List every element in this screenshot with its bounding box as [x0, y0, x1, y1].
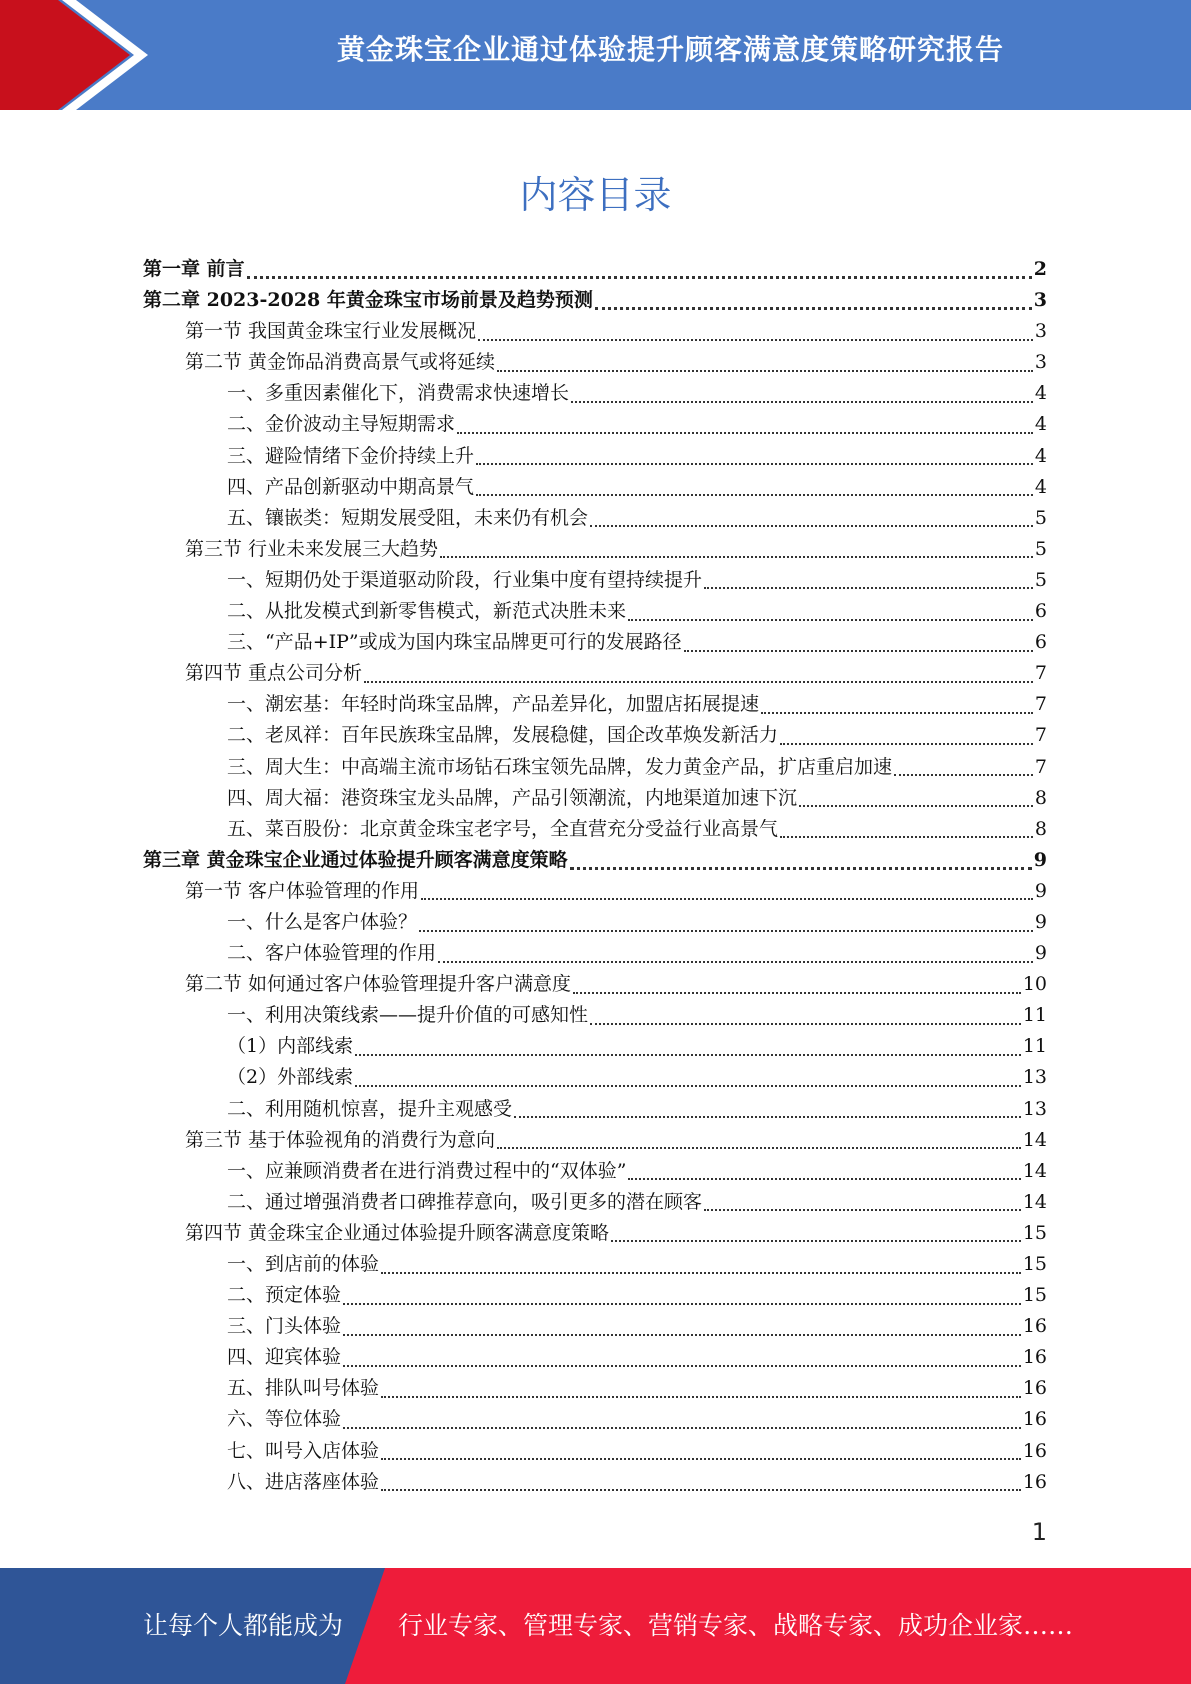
toc-entry[interactable] — [143, 720, 1047, 751]
toc-entry-text: 八、进店落座体验 — [227, 1470, 380, 1493]
toc-entry-text: （1）内部线索 — [227, 1035, 354, 1058]
toc-entry-page: 11 — [1022, 1035, 1047, 1058]
toc-entry[interactable] — [143, 1436, 1047, 1467]
toc-dot-leader — [704, 1209, 1021, 1211]
toc-entry-text: 二、从批发模式到新零售模式，新范式决胜未来 — [227, 600, 627, 623]
toc-dot-leader — [364, 681, 1033, 683]
toc-entry-text: 二、通过增强消费者口碑推荐意向，吸引更多的潜在顾客 — [227, 1190, 703, 1213]
toc-entry[interactable] — [143, 378, 1047, 409]
toc-entry[interactable] — [143, 472, 1047, 503]
toc-entry-page: 15 — [1022, 1221, 1047, 1244]
toc-dot-leader — [247, 276, 1032, 279]
toc-dot-leader — [438, 961, 1033, 963]
toc-entry-text: 七、叫号入店体验 — [227, 1439, 380, 1462]
toc-entry-text: 三、“产品+IP”或成为国内珠宝品牌更可行的发展路径 — [227, 631, 682, 654]
toc-dot-leader — [381, 1458, 1021, 1460]
toc-dot-leader — [355, 1054, 1021, 1056]
toc-entry[interactable] — [143, 1062, 1047, 1093]
toc-entry-page: 10 — [1022, 973, 1047, 996]
toc-entry-text: 一、什么是客户体验？ — [227, 910, 418, 933]
toc-entry-page: 6 — [1034, 631, 1047, 654]
toc-entry-text: 第二章 2023-2028 年黄金珠宝市场前景及趋势预测 — [143, 289, 593, 312]
toc-entry-page: 16 — [1022, 1470, 1047, 1493]
toc-entry[interactable] — [143, 534, 1047, 565]
toc-entry[interactable] — [143, 1094, 1047, 1125]
toc-entry[interactable] — [143, 254, 1047, 285]
toc-dot-leader — [419, 930, 1033, 932]
toc-entry-page: 15 — [1022, 1253, 1047, 1275]
toc-entry-text: 五、菜百股份：北京黄金珠宝老字号，全直营充分受益行业高景气 — [227, 817, 779, 840]
toc-dot-leader — [894, 774, 1033, 776]
toc-entry-page: 7 — [1034, 724, 1047, 747]
toc-entry[interactable] — [143, 409, 1047, 440]
toc-entry[interactable] — [143, 845, 1047, 876]
toc-entry-page: 13 — [1022, 1066, 1047, 1089]
toc-dot-leader — [343, 1303, 1021, 1305]
toc-entry-page: 7 — [1034, 662, 1047, 685]
page-header — [0, 0, 1191, 110]
toc-entry-text: 一、多重因素催化下，消费需求快速增长 — [227, 382, 570, 405]
toc-dot-leader — [628, 1178, 1020, 1180]
toc-entry[interactable] — [143, 503, 1047, 534]
toc-entry-text: 一、短期仍处于渠道驱动阶段，行业集中度有望持续提升 — [227, 568, 703, 591]
toc-entry[interactable] — [143, 907, 1047, 938]
toc-entry-text: 四、周大福：港资珠宝龙头品牌，产品引领潮流，内地渠道加速下沉 — [227, 786, 798, 809]
toc-entry-page: 15 — [1022, 1284, 1047, 1307]
toc-entry-page: 4 — [1034, 475, 1047, 498]
toc-dot-leader — [761, 712, 1033, 714]
page-number: 1 — [1031, 1518, 1047, 1546]
toc-dot-leader — [570, 867, 1032, 870]
toc-entry[interactable] — [143, 565, 1047, 596]
toc-entry-text: 三、避险情绪下金价持续上升 — [227, 444, 475, 467]
toc-entry[interactable] — [143, 316, 1047, 347]
toc-dot-leader — [628, 619, 1033, 621]
toc-entry-text: 第一节 我国黄金珠宝行业发展概况 — [185, 320, 477, 343]
page-footer — [0, 1568, 1191, 1684]
toc-entry-page: 4 — [1034, 382, 1047, 405]
toc-dot-leader — [611, 1240, 1021, 1242]
toc-entry[interactable] — [143, 752, 1047, 783]
toc-title: 内容目录 — [519, 173, 672, 217]
toc-dot-leader — [381, 1272, 1021, 1274]
toc-entry-page: 8 — [1034, 786, 1047, 809]
toc-entry[interactable] — [143, 596, 1047, 627]
toc-entry-text: 一、到店前的体验 — [227, 1253, 380, 1275]
toc-entry-page: 4 — [1034, 413, 1047, 436]
toc-entry-page: 5 — [1034, 506, 1047, 529]
toc-dot-leader — [780, 743, 1033, 745]
toc-entry-page: 5 — [1034, 568, 1047, 591]
footer-slogan-right: 行业专家、管理专家、营销专家、战略专家、成功企业家…… — [398, 1611, 1074, 1640]
toc-dot-leader — [381, 1396, 1021, 1398]
toc-dot-leader — [590, 1023, 1021, 1025]
toc-entry-text: 第一章 前言 — [143, 258, 245, 280]
toc-dot-leader — [355, 1085, 1021, 1087]
toc-entry-text: 二、客户体验管理的作用 — [227, 942, 437, 965]
toc-dot-leader — [476, 463, 1033, 465]
toc-entry[interactable] — [143, 1187, 1047, 1218]
toc-entry[interactable] — [143, 627, 1047, 658]
toc-entry-text: 第二节 黄金饰品消费高景气或将延续 — [185, 351, 496, 374]
toc-entry[interactable] — [143, 1467, 1047, 1498]
toc-entry-text: 六、等位体验 — [227, 1408, 342, 1431]
toc-entry-page: 11 — [1022, 1004, 1047, 1027]
toc-entry[interactable] — [143, 1280, 1047, 1311]
toc-entry-page: 16 — [1022, 1439, 1047, 1462]
toc-entry[interactable] — [143, 938, 1047, 969]
toc-entry[interactable] — [143, 876, 1047, 907]
toc-dot-leader — [478, 339, 1033, 341]
toc-entry-page: 16 — [1022, 1377, 1047, 1400]
toc-entry[interactable] — [143, 347, 1047, 378]
toc-entry[interactable] — [143, 1031, 1047, 1062]
toc-entry-page: 9 — [1033, 848, 1047, 871]
toc-dot-leader — [476, 494, 1033, 496]
toc-entry[interactable] — [143, 689, 1047, 720]
toc-entry-page: 14 — [1022, 1159, 1047, 1182]
toc-entry-text: 四、产品创新驱动中期高景气 — [227, 475, 475, 498]
toc-entry[interactable] — [143, 1373, 1047, 1404]
toc-entry-text: 一、利用决策线索——提升价值的可感知性 — [227, 1004, 589, 1027]
toc-entry-page: 3 — [1033, 289, 1047, 312]
toc-dot-leader — [343, 1427, 1021, 1429]
toc-entry-page: 4 — [1034, 444, 1047, 467]
header-arrow-decoration — [0, 0, 160, 110]
toc-entry-page: 14 — [1022, 1128, 1047, 1151]
toc-entry-text: 五、镶嵌类：短期发展受阻，未来仍有机会 — [227, 506, 589, 529]
toc-entry-text: 二、老凤祥：百年民族珠宝品牌，发展稳健，国企改革焕发新活力 — [227, 724, 779, 747]
toc-entry-text: 二、预定体验 — [227, 1284, 342, 1307]
toc-entry[interactable] — [143, 1404, 1047, 1435]
toc-entry-page: 16 — [1022, 1408, 1047, 1431]
toc-entry-text: 一、应兼顾消费者在进行消费过程中的“双体验” — [227, 1159, 627, 1182]
toc-dot-leader — [573, 992, 1021, 994]
toc-entry-page: 5 — [1034, 537, 1047, 560]
toc-entry-text: 五、排队叫号体验 — [227, 1377, 380, 1400]
toc-entry-text: 三、门头体验 — [227, 1315, 342, 1338]
toc-dot-leader — [780, 836, 1033, 838]
toc-entry-page: 7 — [1034, 693, 1047, 716]
toc-dot-leader — [381, 1489, 1021, 1491]
toc-entry-page: 7 — [1034, 755, 1047, 778]
toc-entry-page: 6 — [1034, 600, 1047, 623]
toc-entry[interactable] — [143, 658, 1047, 689]
toc-dot-leader — [343, 1365, 1021, 1367]
toc-entry[interactable] — [143, 285, 1047, 316]
toc-entry-text: 第三节 基于体验视角的消费行为意向 — [185, 1128, 496, 1151]
toc-entry[interactable] — [143, 1342, 1047, 1373]
toc-dot-leader — [799, 805, 1033, 807]
toc-dot-leader — [421, 898, 1033, 900]
toc-entry-text: （2）外部线索 — [227, 1066, 354, 1089]
toc-entry[interactable] — [143, 1311, 1047, 1342]
toc-entry-page: 3 — [1034, 351, 1047, 374]
toc-entry[interactable] — [143, 1125, 1047, 1156]
header-title: 黄金珠宝企业通过体验提升顾客满意度策略研究报告 — [336, 33, 1004, 66]
toc-dot-leader — [343, 1334, 1021, 1336]
toc-entry[interactable] — [143, 969, 1047, 1000]
toc-entry-page: 14 — [1022, 1190, 1047, 1213]
toc-dot-leader — [684, 650, 1033, 652]
toc-entry-page: 16 — [1022, 1315, 1047, 1338]
toc-entry-page: 9 — [1034, 910, 1047, 933]
toc-entry-text: 第四节 黄金珠宝企业通过体验提升顾客满意度策略 — [185, 1221, 610, 1244]
toc-dot-leader — [590, 525, 1033, 527]
toc-entry-page: 8 — [1034, 817, 1047, 840]
toc-entry-text: 第一节 客户体验管理的作用 — [185, 879, 420, 902]
toc-dot-leader — [704, 587, 1033, 589]
footer-slogan-left: 让每个人都能成为 — [143, 1611, 344, 1640]
toc-entry[interactable] — [143, 814, 1047, 845]
toc-entry-text: 二、利用随机惊喜，提升主观感受 — [227, 1097, 513, 1120]
toc-entry-text: 二、金价波动主导短期需求 — [227, 413, 456, 436]
toc-entry-text: 第三章 黄金珠宝企业通过体验提升顾客满意度策略 — [143, 848, 568, 871]
toc-dot-leader — [595, 307, 1032, 310]
toc-entry[interactable] — [143, 783, 1047, 814]
toc-entry-page: 9 — [1034, 942, 1047, 965]
toc-dot-leader — [514, 1116, 1021, 1118]
toc-entry-text: 第三节 行业未来发展三大趋势 — [185, 537, 439, 560]
toc-dot-leader — [497, 1147, 1021, 1149]
toc-entry[interactable] — [143, 1249, 1047, 1280]
toc-entry-text: 三、周大生：中高端主流市场钻石珠宝领先品牌，发力黄金产品，扩店重启加速 — [227, 755, 893, 778]
toc-entry[interactable] — [143, 1218, 1047, 1249]
toc-entry-page: 2 — [1033, 258, 1047, 280]
toc-entry-page: 3 — [1034, 320, 1047, 343]
table-of-contents — [143, 254, 1047, 1498]
toc-entry-text: 一、潮宏基：年轻时尚珠宝品牌，产品差异化，加盟店拓展提速 — [227, 693, 760, 716]
toc-dot-leader — [457, 432, 1033, 434]
toc-entry-text: 第二节 如何通过客户体验管理提升客户满意度 — [185, 973, 572, 996]
toc-dot-leader — [571, 401, 1033, 403]
toc-entry-text: 第四节 重点公司分析 — [185, 662, 363, 685]
toc-entry-page: 16 — [1022, 1346, 1047, 1369]
toc-entry-text: 四、迎宾体验 — [227, 1346, 342, 1369]
toc-entry[interactable] — [143, 1156, 1047, 1187]
toc-dot-leader — [440, 556, 1033, 558]
toc-entry-page: 9 — [1034, 879, 1047, 902]
toc-entry-page: 13 — [1022, 1097, 1047, 1120]
toc-dot-leader — [497, 370, 1033, 372]
toc-entry[interactable] — [143, 1000, 1047, 1031]
toc-entry[interactable] — [143, 441, 1047, 472]
